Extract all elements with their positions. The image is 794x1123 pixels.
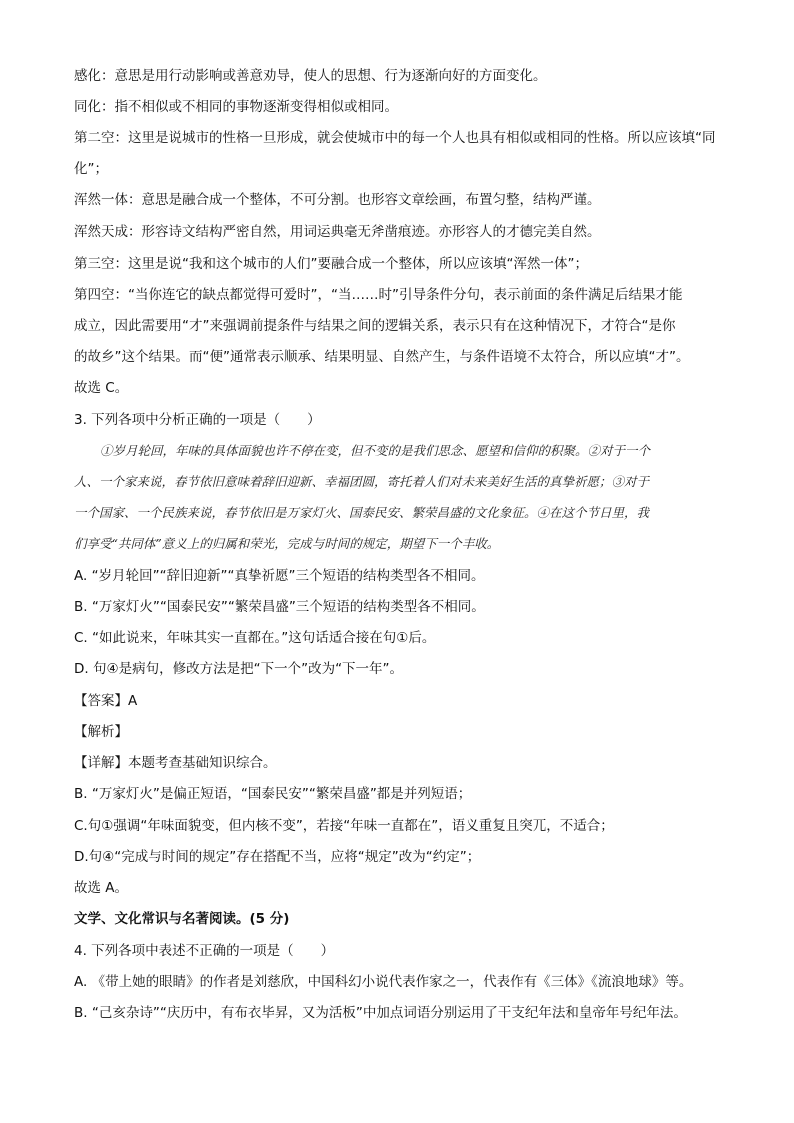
passage-line: 们享受“共同体”意义上的归属和荣光，完成与时间的规定，期望下一个丰收。	[74, 536, 500, 551]
text-line: 第四空：“当你连它的缺点都觉得可爱时”，“当……时”引导条件分句，表示前面的条件满足后结果才能	[74, 287, 683, 303]
answer-line: 【答案】A	[74, 693, 138, 709]
text-line: 浑然天成：形容诗文结构严密自然，用词运典毫无斧凿痕迹。亦形容人的才德完美自然。	[74, 224, 601, 240]
detail-line: 【详解】本题考查基础知识综合。	[74, 755, 277, 771]
passage-line: 一个国家、一个民族来说，春节依旧是万家灯火、国泰民安、繁荣昌盛的文化象征。④在这个节日里，我	[74, 505, 650, 520]
option-a: A. “岁月轮回”“辞旧迎新”“真挚祈愿”三个短语的结构类型各不相同。	[74, 568, 485, 584]
text-line: 第三空：这里是说“我和这个城市的人们”要融合成一个整体，所以应该填“浑然一体”；	[74, 256, 588, 272]
text-line: 故选 A。	[74, 880, 129, 896]
text-line: 化”；	[74, 161, 108, 177]
option-a: A. 《带上她的眼睛》的作者是刘慈欣，中国科幻小说代表作家之一，代表作有《三体》《流浪地球》等。	[74, 974, 693, 990]
passage-line: 人、一个家来说，春节依旧意味着辞旧迎新、幸福团圆，寄托着人们对未来美好生活的真挚祈愿；③对于	[74, 474, 650, 489]
text-line: 第二空：这里是说城市的性格一旦形成，就会使城市中的每一个人也具有相似或相同的性格。所以应该填“同	[74, 130, 716, 146]
question-stem: 4. 下列各项中表述不正确的一项是（ ）	[74, 943, 335, 959]
text-line: 同化：指不相似或不相同的事物逐渐变得相似或相同。	[74, 99, 398, 115]
text-line: 的故乡”这个结果。而“便”通常表示顺承、结果明显、自然产生，与条件语境不太符合，所以应填“才”。	[74, 349, 690, 365]
text-line: C.句①强调“年味面貌变，但内核不变”，若接“年味一直都在”，语义重复且突兀，不适合；	[74, 818, 614, 834]
text-line: 故选 C。	[74, 380, 129, 396]
analysis-heading: 【解析】	[74, 724, 128, 740]
option-b: B. “万家灯火”“国泰民安”“繁荣昌盛”三个短语的结构类型各不相同。	[74, 599, 485, 615]
section-heading: 文学、文化常识与名著阅读。(5 分)	[74, 911, 290, 927]
text-line: 成立，因此需要用“才”来强调前提条件与结果之间的逻辑关系，表示只有在这种情况下，才符合“是你	[74, 318, 676, 334]
text-line: D.句④“完成与时间的规定”存在搭配不当，应将“规定”改为“约定”；	[74, 849, 481, 865]
option-b: B. “己亥杂诗”“庆历中，有布衣毕昇，又为活板”中加点词语分别运用了干支纪年法和皇帝年号纪年法。	[74, 1005, 687, 1021]
text-line: 浑然一体：意思是融合成一个整体，不可分割。也形容文章绘画，布置匀整，结构严谨。	[74, 192, 601, 208]
option-c: C. “如此说来，年味其实一直都在。”这句话适合接在句①后。	[74, 630, 436, 646]
text-line: B. “万家灯火”是偏正短语，“国泰民安”“繁荣昌盛”都是并列短语；	[74, 786, 472, 802]
option-d: D. 句④是病句，修改方法是把“下一个”改为“下一年”。	[74, 661, 404, 677]
passage-line: ①岁月轮回，年味的具体面貌也许不停在变，但不变的是我们思念、愿望和信仰的积聚。②对于一个	[100, 443, 651, 458]
text-line: 感化：意思是用行动影响或善意劝导，使人的思想、行为逐渐向好的方面变化。	[74, 68, 547, 84]
question-stem: 3. 下列各项中分析正确的一项是（ ）	[74, 412, 321, 428]
